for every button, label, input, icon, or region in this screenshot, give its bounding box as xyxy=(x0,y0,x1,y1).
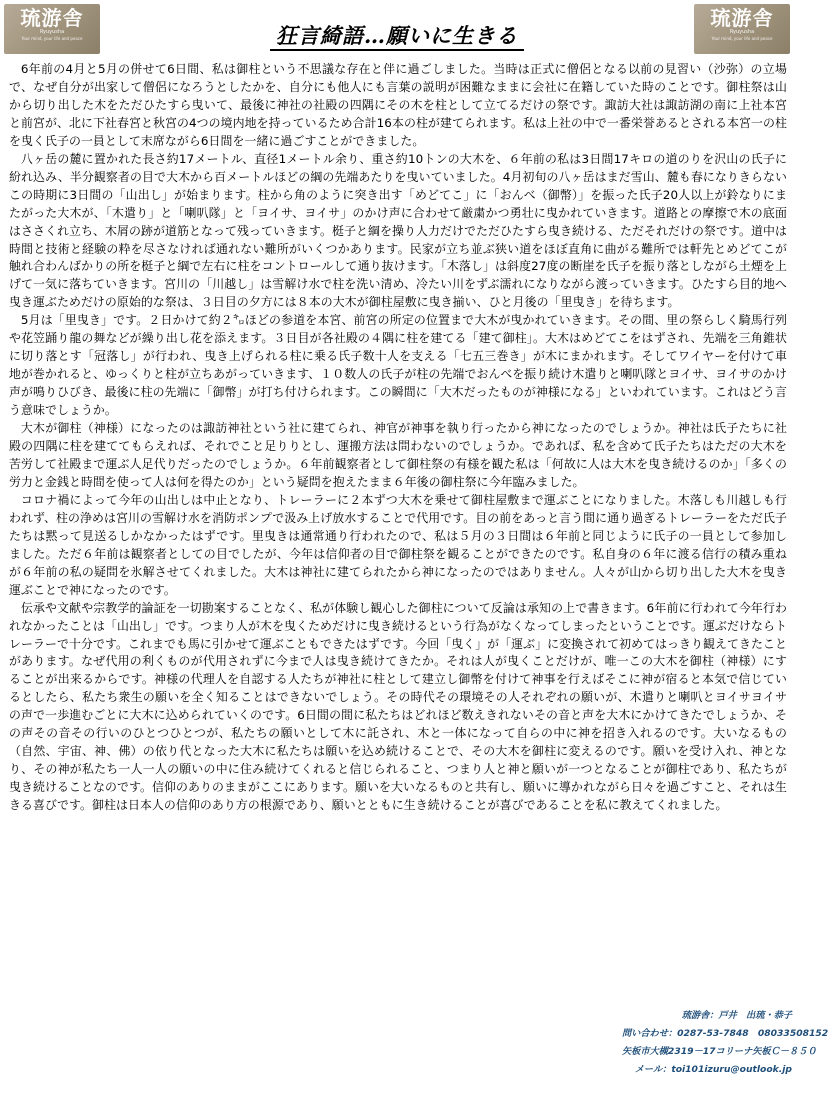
logo-right xyxy=(694,4,790,54)
contact-email[interactable]: メール：toi101izuru@outlook.jp xyxy=(634,1064,792,1075)
page-title: 狂言綺語…願いに生きる xyxy=(0,20,794,50)
paragraph-2: 八ヶ岳の麓に置かれた長さ約17メートル、直径1メートル余り、重さ約10トンの大木を、６年前の私は3日間17キロの道のりを沢山の氏子に紛れ込み、半分観察者の目で大木から百メートルほどの綱の先端あたりを曳いていました。4月初旬の八ヶ岳はまだ雪山、麓も春になりきらないこの時期に3日間の「山出し」が始まります。柱から角のように突き出す「めどてこ」に「おんべ（御幣）」を振った氏子20人以上が鈴なりにまたがった大木が、「木遣り」と「喇叭隊」と「ヨイサ、ヨイサ」のかけ声に合わせて厳粛かつ勇壮に曳かれていきます。道路との摩擦で木の底面はささくれ立ち、木屑の跡が道筋となって残っていきます。梃子と綱を操り人力だけでただひたすら曳き続ける、ただそれだけの祭です。道中は時間と技術と経験の粋を尽さなければ通れない難所がいくつかあります。民家が立ち並ぶ狭い道をほぼ直角に曲がる難所では軒先とめどてこが触れ合わんばかりの所を梃子と綱で左右に柱をコントロールして通り抜けます。「木落し」は斜度27度の断崖を氏子を振り落としながら土煙を上げて一気に落ちていきます。宮川の「川越し」は雪解け水で柱を洗い清め、冷たい川をずぶ濡れになりながら渡っていきます。ひたすら目的地へ曳き運ぶためだけの原始的な祭は、３日目の夕方には８本の大木が御柱屋敷に曳き揃い、ひと月後の「里曳き」を待ちます。 xyxy=(9,151,787,310)
paragraph-5: コロナ禍によって今年の山出しは中止となり、トレーラーに２本ずつ大木を乗せて御柱屋敷まで運ぶことになりました。木落しも川越しも行われず、柱の浄めは宮川の雪解け水を消防ポンプで汲み上げ放水することで代用です。目の前をあっと言う間に通り過ぎるトレーラーをただ氏子たちは黙って見送るしかなかったはずです。里曳きは通常通り行われたので、私は５月の３日間は６年前と同じように氏子の一員として参加しました。ただ６年前は観察者としての目でしたが、今年は信仰者の目で御柱祭を観ることができたのです。私自身の６年に渡る信行の積み重ねが６年前の私の疑問を氷解させてくれました。大木は神社に建てられたから神になったのではありません。人々が山から切り出した大木を曳き運ぶことで神になったのです。 xyxy=(9,492,787,597)
logo-subname: Ryuyusha xyxy=(729,29,755,35)
paragraph-1: 6年前の4月と5月の併せて6日間、私は御柱という不思議な存在と伴に過ごしました。当時は正式に僧侶となる以前の見習い（沙弥）の立場で、なぜ自分が出家して僧侶になろうとしたかを、自分にも他人にも言葉の説明が困難なままに会社に在籍していた時のことです。御柱祭は山から切り出した木をただひたすら曳いて、最後に神社の社殿の四隅にその木を柱として立てるだけの祭です。諏訪大社は諏訪湖の南に上社本宮と前宮が、北に下社春宮と秋宮の4つの境内地を持っているため合計16本の柱が建てられます。私は上社の中で一番栄誉あるとされる本宮一の柱を曳く氏子の一員として末席ながら6日間を一緒に過ごすことができました。 xyxy=(9,62,787,148)
logo-tagline: Your mind, your life and peace xyxy=(21,36,83,41)
paragraph-4: 大木が御柱（神様）になったのは諏訪神社という社に建てられ、神官が神事を執り行ったから神になったのでしょうか。神社は氏子たちに社殿の四隅に柱を建ててもらえれば、それでこと足りりとし、運搬方法は問わないのでしょうか。であれば、私を含めて氏子たちはただの大木を苦労して社殿まで運ぶ人足代りだったのでしょうか。６年前観察者として御柱祭の有様を観た私は「何故に人は大木を曳き続けるのか」「多くの労力と金銭と時間を使って人は何を得たのか」という疑問を抱えたまま６年後の御柱祭に今年臨みました。 xyxy=(9,421,787,489)
paragraph-6: 伝承や文献や宗教学的論証を一切勘案することなく、私が体験し観心した御柱について反論は承知の上で書きます。6年前に行われて今年行われなかったことは「山出し」です。つまり人が木を曳くためだけに曳き続けるという行為がなくなってしまったということです。運ぶだけならトレーラーで十分です。これまでも馬に引かせて運ぶこともできたはずです。今回「曳く」が「運ぶ」に変換されて初めてはっきり観えてきたことがあります。なぜ代用の利くものが代用されずに今まで人は曳き続けてきたか。それは人が曳くことだけが、唯一この大木を御柱（神様）にすることが出来るからです。神様の代理人を自認する人たちが神社に柱として建立し御幣を付けて神事を行えばそこに神が宿ると本気で信じているとしたら、私たち衆生の願いを全く知ることはできないでしょう。その時代その環境その人それぞれの願いが、木遣りと喇叭とヨイサヨイサの声で一歩進むごとに大木に込められていくのです。6日間の間に私たちはどれほど数えきれないその音と声を大木にかけてきたでしょうか、その声その音その行いのひとつひとつが、私たちの願いとして木に託され、木と一体になって自らの中に神を招き入れるのです。大いなるもの（自然、宇宙、神、佛）の依り代となった大木に私たちは願いを込め続けることで、その大木を御柱に変えるのです。願いを受け入れ、神となり、その神が私たち一人一人の願いの中に住み続けてくれると信じられること、つまり人と神と願いが一つとなることが御柱であり、私たちが曳き続けることなのです。信仰のありのままがここにあります。願いを大いなるものと共有し、願いに導かれながら日々を過ごすこと、それは生きる喜びです。御柱は日本人の信仰のあり方の根源であり、願いとともに生き続けることが喜びであることを私に教えてくれました。 xyxy=(9,600,787,813)
logo-subname: Ryuyusha xyxy=(39,29,65,35)
logo-name: 琉游舎 xyxy=(20,6,84,30)
article-body xyxy=(9,61,787,1096)
contact-block xyxy=(622,1007,828,1079)
paragraph-3: 5月は「里曳き」です。２日かけて約２㌔ほどの参道を本宮、前宮の所定の位置まで大木が曳かれていきます。その間、里の祭らしく騎馬行列や花笠踊り龍の舞などが繰り出し花を添えます。３日目が各社殿の４隅に柱を建てる「建て御柱」。大木はめどてこをはずされ、先端を三角錐状に切り落とす「冠落し」が行われ、曳き上げられる柱に乗る氏子数十人を支える「七五三巻き」が木にまかれます。そしてワイヤーを付けて車地が巻かれると、ゆっくりと柱が立ちあがっていきます、１０数人の氏子が柱の先端でおんべを振り続け木遣りと喇叭隊とヨイサ、ヨイサのかけ声が鳴りひびき、最後に柱の先端に「御幣」が打ち付けられます。この瞬間に「大木だったものが神様になる」といわれています。これはどう言う意味でしょうか。 xyxy=(9,313,787,418)
contact-phone: 問い合わせ：0287-53-7848 08033508152 xyxy=(622,1028,828,1039)
contact-org: 琉游舎：戸井 出琉・恭子 xyxy=(681,1010,792,1021)
contact-address: 矢板市大槻2319－17コリーナ矢板Ｃ－８５０ xyxy=(622,1046,817,1057)
logo-name: 琉游舎 xyxy=(710,6,774,30)
logo-tagline: Your mind, your life and peace xyxy=(711,36,773,41)
